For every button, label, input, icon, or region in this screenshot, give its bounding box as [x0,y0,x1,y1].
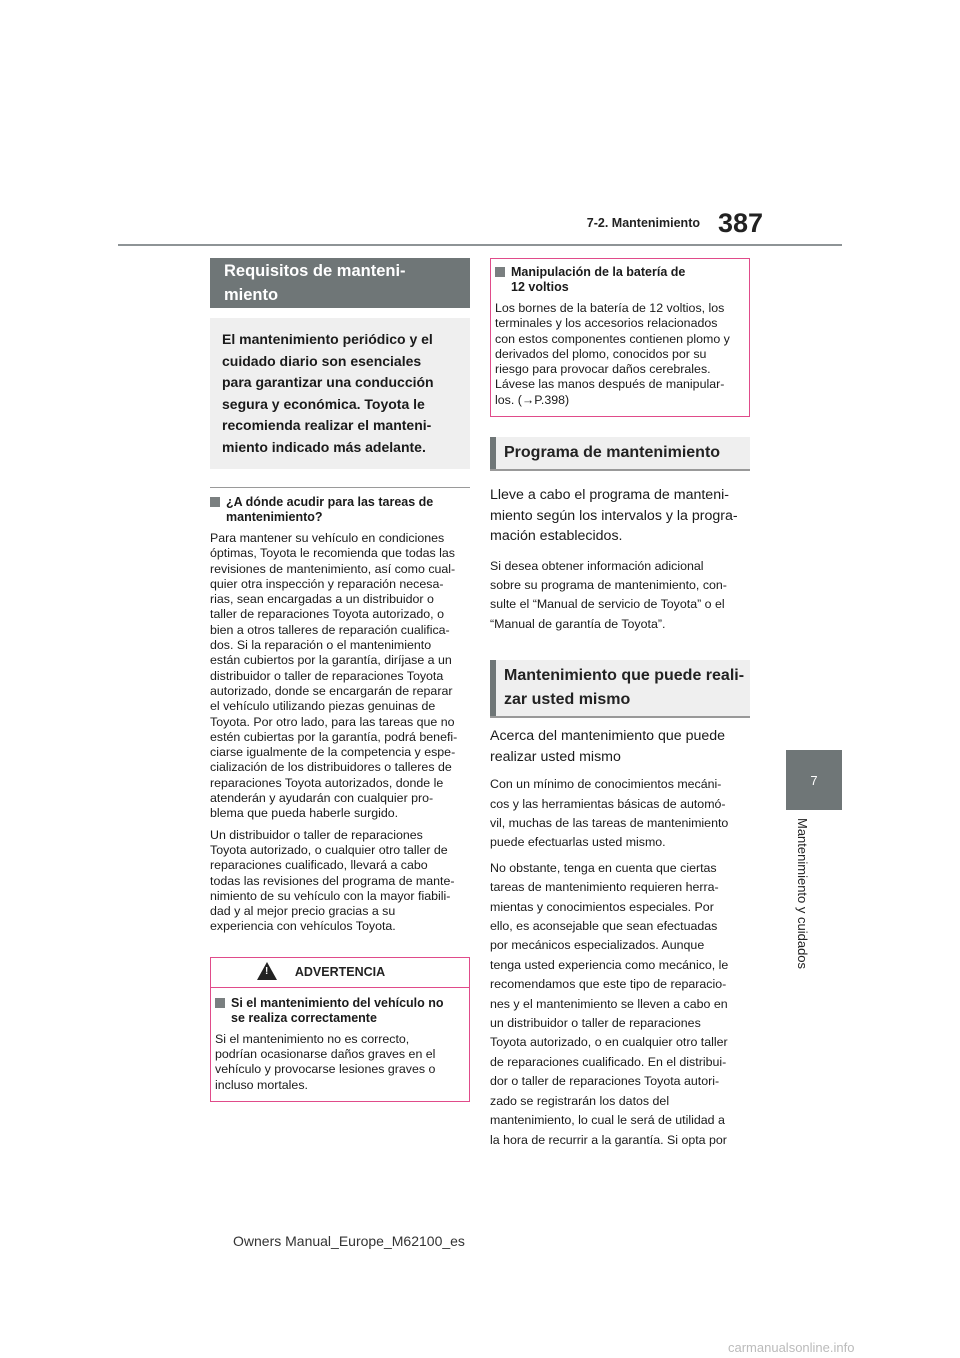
intro-box [210,318,470,469]
intro-text: El mantenimiento periódico y el cuidado diario son esenciales para garantizar una conducción segura y económica. Toyota le recomienda realizar el manteni- miento indicado más adelante. [222,331,434,455]
warning-subtitle: Si el mantenimiento del vehículo no se realiza correctamente [215,996,463,1026]
where-title: ¿A dónde acudir para las tareas de mantenimiento? [210,495,470,525]
warning-title-bar: ! ADVERTENCIA [211,958,469,988]
right-column [490,258,750,1150]
where-paragraph-1: Para mantener su vehículo en condiciones óptimas, Toyota le recomienda que todas las revisiones de mantenimiento, así como cual- quier otra inspección y reparación necesa- rias, sean encargadas a un distribuidor o taller de reparaciones Toyota autorizado, o bien a otros talleres de reparación cualifica- dos. Si la reparación o el mantenimiento están cubiertos por la garantía, diríjase a un distribuidor o taller de reparaciones Toyota autorizado, donde se encargarán de reparar el vehículo utilizando piezas genuinas de Toyota. Por otro lado, para las tareas que no estén cubiertas por la garantía, podrá benefi- ciarse igualmente de la competencia y espe- cialización de los distribuidores o talleres de reparaciones Toyota autorizados, donde le atenderán y ayudarán con cualquier pro- blema que pueda haberle surgido. [210,531,458,821]
divider [210,487,470,488]
square-bullet-icon [495,267,505,277]
program-lead: Lleve a cabo el programa de manteni- miento según los intervalos y la progra- mación establecidos. [490,487,738,545]
warning-body [211,988,469,1101]
battery-caution-box [490,258,750,417]
diy-header: Mantenimiento que puede reali- zar usted mismo [490,660,750,718]
header-rule [118,244,842,246]
requirements-header: Requisitos de manteni- miento [210,258,470,308]
square-bullet-icon [210,497,220,507]
watermark: carmanualsonline.info [728,1340,855,1355]
warning-triangle-icon [257,962,277,980]
battery-text: Los bornes de la batería de 12 voltios, los terminales y los accesorios relacionados con estos componentes contienen plomo y derivados del plomo, conocidos por su riesgo para provocar daños cerebrales. Lávese las manos después de manipular- los. (→P.398) [495,301,730,407]
program-header: Programa de mantenimiento [490,437,750,471]
warning-box [210,957,470,1102]
warning-text: Si el mantenimiento no es correcto, podrían ocasionarse daños graves en el vehículo y provocarse lesiones graves o incluso mortales. [215,1031,436,1092]
where-paragraph-2: Un distribuidor o taller de reparaciones Toyota autorizado, o cualquier otro taller de reparaciones cualificado, llevará a cabo todas las revisiones del programa de mante- nimiento de su vehículo con la mayor fiabili- dad y al mejor precio gracias a su experiencia con vehículos Toyota. [210,827,455,934]
chapter-tab: 7 [786,750,842,810]
diy-lead: Acerca del mantenimiento que puede realizar usted mismo [490,728,726,765]
battery-title: Manipulación de la batería de 12 voltios [495,265,743,295]
square-bullet-icon [215,998,225,1008]
diy-paragraph-2: No obstante, tenga en cuenta que ciertas tareas de mantenimiento requieren herra- mientas y conocimientos especiales. Por ello, es aconsejable que sean efectuadas por mecánicos especializados. Aunque tenga usted experiencia como mecánico, le recomendamos que este tipo de reparacio- nes y el mantenimiento se lleven a cabo en un distribuidor o taller de reparaciones Toyota autorizado, o en cualquier otro taller de reparaciones cualificado. En el distribui- dor o taller de reparaciones Toyota autori- zado se registrarán los datos del mantenimiento, lo cual le será de utilidad a la hora de recurrir a la garantía. Si opta por [490,860,729,1147]
program-text: Si desea obtener información adicional sobre su programa de mantenimiento, con- sulte el “Manual de servicio de Toyota” o el “Manual de garantía de Toyota”. [490,558,727,631]
diy-paragraph-1: Con un mínimo de conocimientos mecáni- cos y las herramientas básicas de automó- vil, muchas de las tareas de mantenimiento puede efectuarlas usted mismo. [490,777,729,850]
manual-id: Owners Manual_Europe_M62100_es [233,1233,465,1249]
chapter-title: Mantenimiento y cuidados [795,818,810,970]
left-column [210,258,470,1102]
page-number: 387 [718,208,764,238]
